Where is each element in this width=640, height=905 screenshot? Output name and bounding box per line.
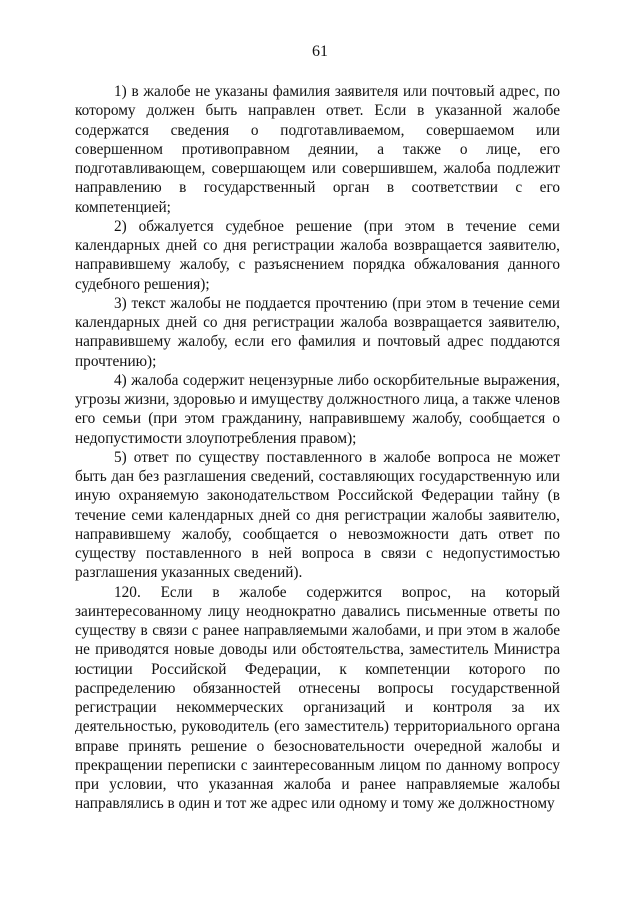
paragraph-item-4: 4) жалоба содержит нецензурные либо оскорбительные выражения, угрозы жизни, здоровью и имуществу должностного лица, а также членов его семьи (при этом гражданину, направившему жалобу, сообщается о недопустимости злоупотребления правом); — [75, 371, 560, 447]
paragraph-item-1: 1) в жалобе не указаны фамилия заявителя или почтовый адрес, по которому должен быть направлен ответ. Если в указанной жалобе содержатся сведения о подготавливаемом, совершаемом или совершенном противоправном деянии, а также о лице, его подготавливающем, совершающем или совершившем, жалоба подлежит направлению в государственный орган в соответствии с его компетенцией; — [75, 83, 560, 216]
paragraph-clause-120: 120. Если в жалобе содержится вопрос, на который заинтересованному лицу неоднократно давались письменные ответы по существу в связи с ранее направляемыми жалобами, и при этом в жалобе не приводятся новые доводы или обстоятельства, заместитель Министра юстиции Российской Федерации, к компетенции которого по распределению обязанностей отнесены вопросы государственной регистрации некоммерческих организаций и контроля за их деятельностью, руководитель (его заместитель) территориального органа вправе принять решение о безосновательности очередной жалобы и прекращении переписки с заинтересованным лицом по данному вопросу при условии, что указанная жалоба и ранее направляемые жалобы направлялись в один и тот же адрес или одному и тому же должностному — [75, 583, 560, 813]
paragraph-item-2: 2) обжалуется судебное решение (при этом в течение семи календарных дней со дня регистрации жалоба возвращается заявителю, направившему жалобу, с разъяснением порядка обжалования данного судебного решения); — [75, 217, 560, 293]
document-body — [75, 82, 560, 814]
paragraph-item-5: 5) ответ по существу поставленного в жалобе вопроса не может быть дан без разглашения сведений, составляющих государственную или иную охраняемую законодательством Российской Федерации тайну (в течение семи календарных дней со дня регистрации жалобы заявителю, направившему жалобу, сообщается о невозможности дать ответ по существу поставленного в ней вопроса в связи с недопустимостью разглашения указанных сведений). — [75, 448, 560, 582]
page-number: 61 — [312, 43, 328, 60]
paragraph-item-3: 3) текст жалобы не поддается прочтению (при этом в течение семи календарных дней со дня регистрации жалоба возвращается заявителю, направившему жалобу, если его фамилия и почтовый адрес поддаются прочтению); — [75, 294, 560, 370]
